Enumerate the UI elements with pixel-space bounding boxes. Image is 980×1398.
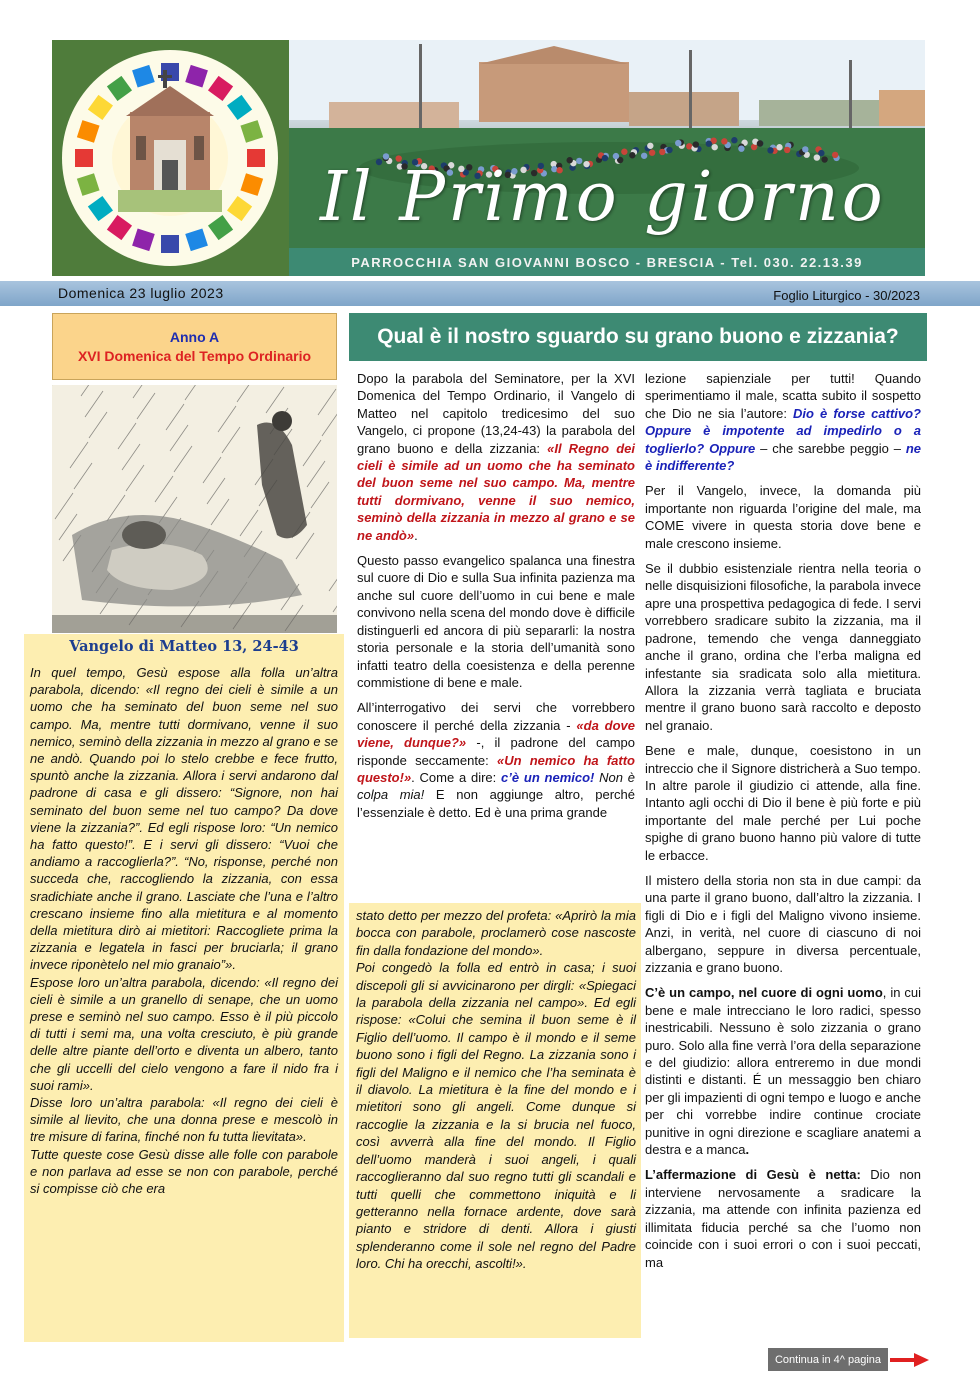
- arrow-right-icon: [890, 1352, 930, 1368]
- gospel-continuation-text: [356, 907, 636, 1273]
- article-paragraph: L’affermazione di Gesù è netta: Dio non interviene nervosamente a sradicare la zizzania, ma attende con infinita pazienza ed illimitata fiducia perché sa che l’uomo non coincide con i suoi errori o con i suoi peccati, ma: [645, 1167, 922, 1270]
- engraving-illustration-icon: [52, 385, 337, 633]
- article-column-right: [645, 370, 921, 1279]
- article-paragraph: Se il dubbio esistenziale rientra nella teoria o nelle disquisizioni filosofiche, la parabola invece apre una prospettiva pedagogica di fede. I servi vorrebbero sradicare subito la zizzania, ma il padrone, temendo che venga danneggiato anche il grano, ordina che l’erba maligna ed infestante sia sradicata solo alla mietitura. Allora la zizzania verrà tagliata e bruciata mentre il grano buono sarà raccolto e deposto nel granaio.: [645, 561, 921, 733]
- article-paragraph: All’interrogativo dei servi che vorrebbero conoscere il perché della zizzania - «da dove viene, dunque?» -, il padrone del campo risponde seccamente: «Un nemico ha fatto questo!». Come a dire: c’è un nemico! Non è colpa mia! E non aggiunge altro, perché l’essenziale è detto. Ed è una prima grande: [357, 700, 636, 820]
- article-paragraph: Dopo la parabola del Seminatore, per la XVI Domenica del Tempo Ordinario, il Vangelo di Matteo nel capitolo tredicesimo del suo Vangelo, ci propone (13,24-43) la parabola del grano buono e della zizzania: «Il Regno dei cieli è simile ad un uomo che ha seminato del buon seme nel suo campo. Ma, mentre tutti dormivano, venne il suo nemico, seminò della zizzania in mezzo al grano e se ne andò».: [357, 371, 636, 543]
- sunday-name: XVI Domenica del Tempo Ordinario: [77, 348, 312, 364]
- article-paragraph: Bene e male, dunque, coesistono in un intreccio che il Signore districherà a Suo tempo. In altre parole il giudizio ci attende, alla fine. Intanto agli occhi di Dio il bene è più forte e più importante del male perché per Lui poche spighe di grano buono hanno più valore di tutte le erbacce.: [645, 743, 921, 863]
- parish-info-bar: PARROCCHIA SAN GIOVANNI BOSCO - BRESCIA - Tel. 030. 22.13.39: [289, 248, 925, 276]
- issue-number: Foglio Liturgico - 30/2023: [773, 288, 920, 303]
- gospel-paragraph: Espose loro un’altra parabola, dicendo: «Il regno dei cieli è simile a un granello di senape, che un uomo prese e seminò nel suo campo. Esso è il più piccolo di tutti i semi ma, una volta cresciuto, è più grande delle altre piante dell’orto e diventa un albero, tanto che gli uccelli del cielo vengono a fare il nido fra i suoi rami».: [30, 974, 338, 1093]
- article-paragraph: Il mistero della storia non sta in due campi: da una parte il grano buono, dall’altro la zizzania. I figli di Dio e i figli del Maligno vivono insieme. Anzi, in verità, nel cuore di ciascuno di noi albergano, seppure in diversa percentuale, zizzania e grano buono.: [645, 872, 921, 975]
- liturgical-year: Anno A: [169, 329, 220, 345]
- gospel-paragraph: Disse loro un’altra parabola: «Il regno dei cieli è simile al lievito, che una donna prese e mescolò in tre misure di farina, finché non fu tutta lievitata».: [30, 1095, 338, 1145]
- masthead-title: Il Primo giorno: [320, 158, 886, 237]
- church-logo-icon: [52, 40, 289, 276]
- issue-date: Domenica 23 luglio 2023: [58, 285, 224, 301]
- article-paragraph: C’è un campo, nel cuore di ogni uomo, in cui bene e male intrecciano le loro radici, spesso inestricabili. Nessuno è solo zizzania o grano puro. Solo alla fine verrà l’ora della separazione e del giudizio: allora entreremo in due mondi distinti e distanti. É un messaggio ben chiaro per gli impazienti di ogni tempo e luogo e anche per chi vorrebbe indire continue crociate punitive in ogni direzione e scagliare anatemi a destra e a manca.: [645, 985, 921, 1158]
- gospel-title: Vangelo di Matteo 13, 24-43: [69, 638, 299, 655]
- parable-engraving-image: [52, 385, 337, 633]
- article-paragraph: lezione sapienziale per tutti! Quando sperimentiamo il male, scatta subito il sospetto che Dio ne sia l’autore: Dio è forse cattivo? Oppure è impotente ad impedirlo o a toglierlo? Oppure – che sarebbe peggio – ne è indifferente?: [645, 371, 921, 474]
- article-title: Qual è il nostro sguardo su grano buono e zizzania?: [349, 313, 927, 361]
- gospel-paragraph: In quel tempo, Gesù espose alla folla un’altra parabola, dicendo: «Il regno dei cieli è simile a un uomo che ha seminato del buon seme nel suo campo. Ma, mentre tutti dormivano, venne il suo nemico, seminò della zizzania in mezzo al grano e se ne andò. Quando poi lo stelo crebbe e fece frutto, spuntò anche la zizzania. Allora i servi andarono dal padrone di casa e gli dissero: “Signore, non hai seminato del buon seme nel tuo campo? Da dove viene la zizzania?”. Ed egli rispose loro: “Un nemico ha fatto questo!”. E i servi gli dissero: “Vuoi che andiamo a raccoglierla?”. “No, risponse, perché non succeda che, raccogliendo la zizzania, con essa sradichiate anche il grano. Lasciate che l’una e l’altro crescano insieme fino alla mietitura e al momento della mietitura dirò ai mietitori: Raccogliete prima la zizzania e legatela in fasci per bruciarla; il grano invece riponètelo nel mio granaio”».: [30, 665, 338, 973]
- gospel-paragraph: stato detto per mezzo del profeta: «Aprirò la mia bocca con parabole, proclamerò cose nascoste fin dalla fondazione del mondo».: [356, 908, 636, 958]
- gospel-paragraph: Poi congedò la folla ed entrò in casa; i suoi discepoli gli si avvicinarono per dirgli: «Spiegaci la parabola della zizzania nel campo». Ed egli rispose: «Colui che semina il buon seme è il Figlio dell’uomo. Il campo è il mondo e il seme buono sono i figli del Regno. La zizzania sono i figli del Maligno e il nemico che l’ha seminata è il diavolo. La mietitura è la fine del mondo e i mietitori sono gli angeli. Come dunque si raccoglie la zizzania e la si brucia nel fuoco, così avverrà alla fine del mondo. Il Figlio dell’uomo manderà i suoi angeli, i quali raccoglieranno dal suo regno tutti gli scandali e tutti quelli che commettono iniquità e li getteranno nella fornace ardente, dove sarà pianto e stridore di denti. Allora i giusti splenderanno come il sole nel regno del Padre loro. Chi ha orecchi, ascolti!».: [356, 960, 636, 1272]
- continue-page-link[interactable]: Continua in 4^ pagina: [768, 1348, 888, 1371]
- gospel-text: [30, 664, 338, 1197]
- article-paragraph: Per il Vangelo, invece, la domanda più importante non riguarda l’origine del male, ma COME vivere in questa storia dove bene e male crescono insieme.: [645, 483, 921, 551]
- gospel-paragraph: Tutte queste cose Gesù disse alle folle con parabole e non parlava ad esse se non con parabole, perché si compisse ciò che era: [30, 1146, 338, 1197]
- parish-logo: [52, 40, 289, 276]
- liturgical-year-box: [52, 313, 337, 380]
- article-column-middle: [357, 370, 635, 829]
- article-paragraph: Questo passo evangelico spalanca una finestra sul cuore di Dio e sulla Sua infinita pazienza ma anche sul cuore dell’uomo in cui bene e male convivono nella scena del mondo dove è difficile distinguerli ed ancora di più separarli: la nostra storia personale e la storia dell’umanità sono infatti teatro della coesistenza e della perenne commistione di bene e male.: [357, 553, 635, 690]
